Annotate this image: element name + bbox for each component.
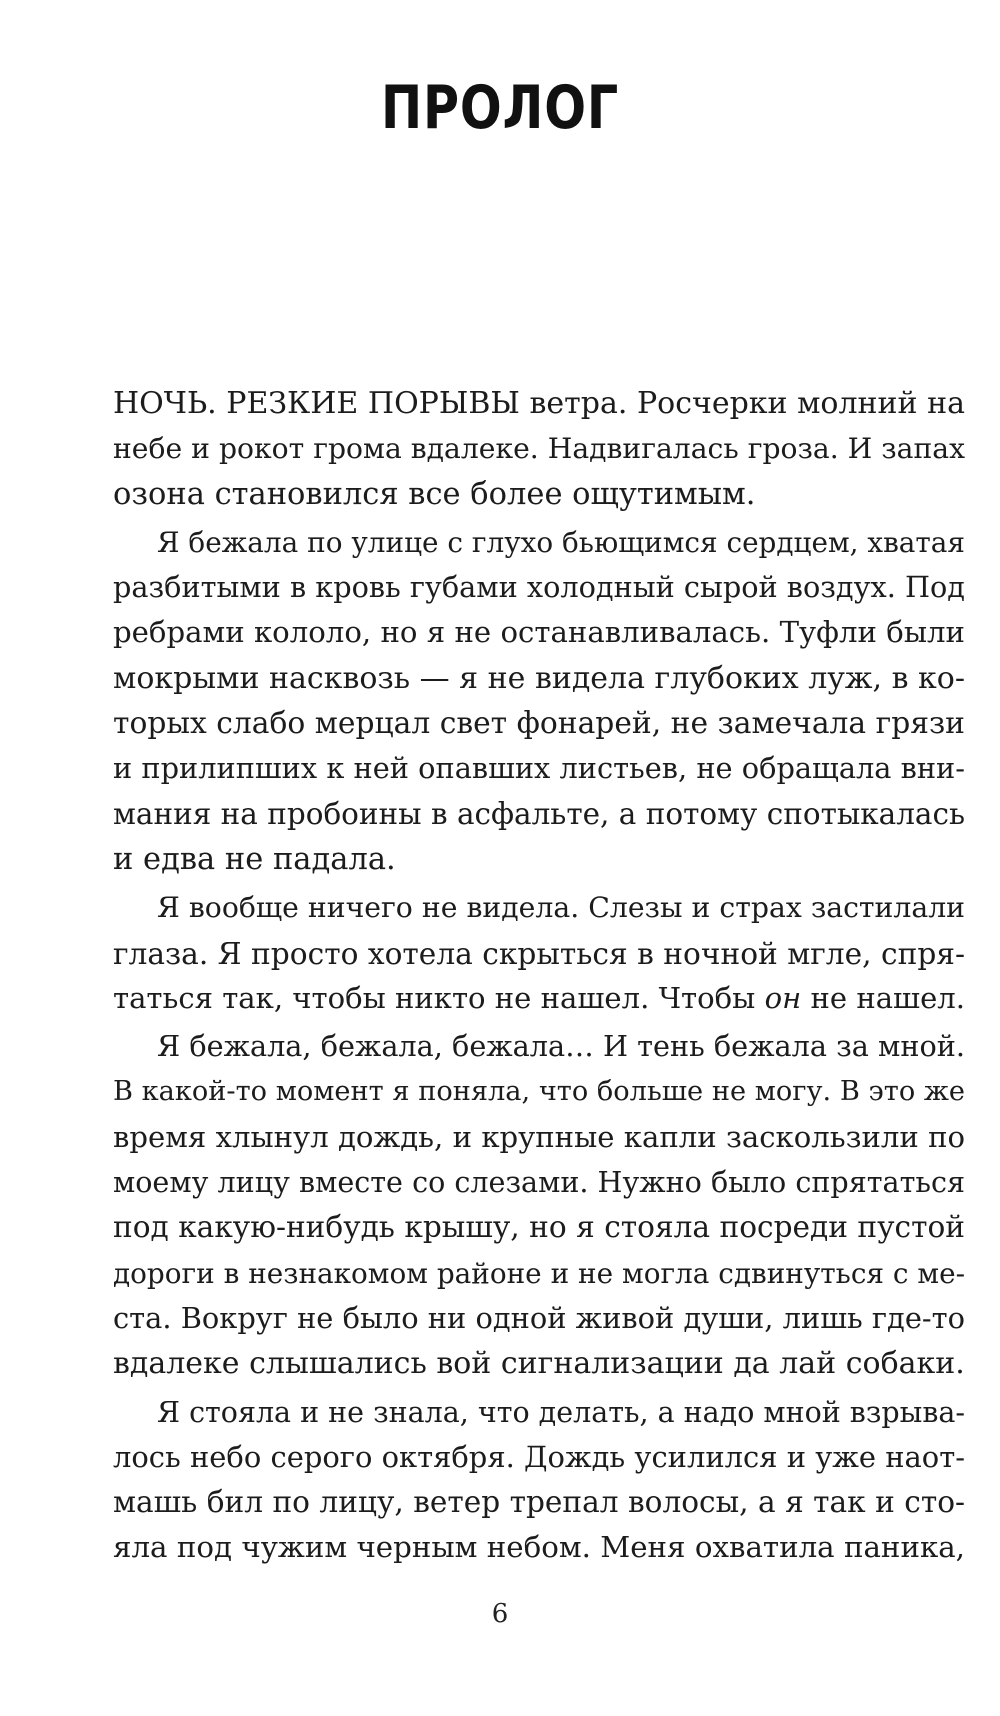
- page-number: 6: [491, 1599, 509, 1629]
- text-line: время хлынул дождь, и крупные капли заскользили по: [113, 1119, 965, 1154]
- text-line: моему лицу вместе со слезами. Нужно было спрятаться: [113, 1165, 965, 1200]
- text-line: озона становился все более ощутимым.: [113, 476, 756, 512]
- text-line: мания на пробоины в асфальте, а потому спотыкалась: [113, 796, 965, 831]
- paragraph-2: [113, 520, 965, 882]
- text-line: Я стояла и не знала, что делать, а надо мной взрыва-: [157, 1395, 965, 1429]
- line-start: таться так, чтобы никто не нашел. Чтобы: [113, 980, 756, 1015]
- emphasized-word: он: [764, 980, 802, 1015]
- paragraph-3: [113, 885, 965, 1021]
- text-line: яла под чужим черным небом. Меня охватила паника,: [113, 1530, 965, 1565]
- text-line: ста. Вокруг не было ни одной живой души, лишь где-то: [113, 1300, 965, 1335]
- chapter-title: ПРОЛОГ: [380, 73, 620, 143]
- line-end: не нашел.: [810, 980, 966, 1015]
- paragraph-5: [113, 1390, 965, 1571]
- text-line: НОЧЬ. РЕЗКИЕ ПОРЫВЫ ветра. Росчерки молний на: [113, 386, 965, 421]
- text-line: дороги в незнакомом районе и не могла сдвинуться с ме-: [113, 1256, 965, 1290]
- text-line: Я бежала по улице с глухо бьющимся сердцем, хватая: [157, 525, 965, 559]
- text-line: под какую-нибудь крышу, но я стояла посреди пустой: [113, 1210, 965, 1245]
- text-line: и едва не падала.: [113, 841, 396, 877]
- text-line-with-emphasis: [113, 976, 965, 1021]
- text-line: разбитыми в кровь губами холодный сырой воздух. Под: [113, 570, 965, 605]
- text-line: небе и рокот грома вдалеке. Надвигалась гроза. И запах: [113, 432, 965, 466]
- paragraph-4: [113, 1024, 965, 1386]
- text-line: вдалеке слышались вой сигнализации да лай собаки.: [113, 1346, 965, 1382]
- body-text: [113, 381, 965, 1571]
- text-line: Я бежала, бежала, бежала… И тень бежала за мной.: [157, 1029, 965, 1064]
- text-line: лось небо серого октября. Дождь усилился и уже наот-: [113, 1439, 965, 1474]
- text-line: торых слабо мерцал свет фонарей, не замечала грязи: [113, 706, 965, 742]
- text-line: и прилипших к ней опавших листьев, не обращала вни-: [113, 751, 965, 786]
- text-line: глаза. Я просто хотела скрыться в ночной мгле, спря-: [113, 935, 965, 971]
- text-line: машь бил по лицу, ветер трепал волосы, а я так и сто-: [113, 1485, 965, 1520]
- text-line: мокрыми насквозь — я не видела глубоких луж, в ко-: [113, 660, 965, 696]
- text-line: В какой-то момент я поняла, что больше не могу. В это же: [113, 1076, 965, 1108]
- text-line: Я вообще ничего не видела. Слезы и страх застилали: [157, 891, 965, 925]
- paragraph-1: [113, 381, 965, 517]
- text-line: ребрами кололо, но я не останавливалась. Туфли были: [113, 615, 965, 650]
